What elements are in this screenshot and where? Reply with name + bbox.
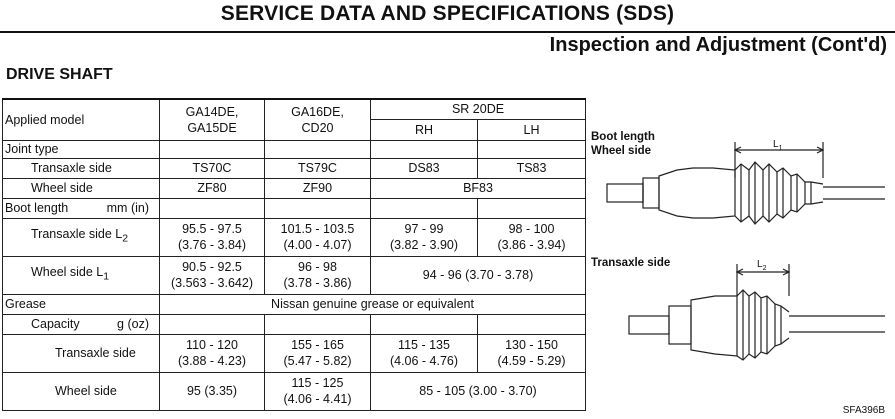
cell-empty	[478, 198, 586, 218]
capacity-transaxle-label: Transaxle side	[3, 334, 160, 372]
table-row	[3, 99, 586, 119]
table-row	[3, 198, 586, 218]
capacity-transaxle-value: 155 - 165 (5.47 - 5.82)	[265, 334, 371, 372]
wheel-side-boot-drawing	[607, 142, 885, 224]
table-row	[3, 158, 586, 178]
table-row	[3, 334, 586, 372]
figure-l1-label: $L_1$	[773, 139, 783, 152]
joint-transaxle-value: TS79C	[265, 158, 371, 178]
figure-transaxle-side-label: Transaxle side	[591, 257, 671, 269]
model-sr20de-rh: RH	[371, 119, 478, 140]
boot-length-figure	[585, 98, 893, 419]
transaxle-side-boot-drawing	[629, 264, 885, 360]
grease-value: Nissan genuine grease or equivalent	[160, 294, 586, 314]
cell-empty	[371, 314, 478, 334]
table-row	[3, 178, 586, 198]
joint-wheel-value: ZF90	[265, 178, 371, 198]
table-row	[3, 140, 586, 158]
joint-transaxle-value: TS83	[478, 158, 586, 178]
model-sr20de: SR 20DE	[371, 99, 586, 119]
boot-transaxle-value: 97 - 99 (3.82 - 3.90)	[371, 218, 478, 256]
cell-empty	[478, 140, 586, 158]
applied-model-label: Applied model	[3, 99, 160, 140]
cell-empty	[160, 140, 265, 158]
table-row	[3, 314, 586, 334]
joint-wheel-value: BF83	[371, 178, 586, 198]
page-title: SERVICE DATA AND SPECIFICATIONS (SDS)	[220, 2, 675, 25]
cell-empty	[265, 198, 371, 218]
cell-empty	[265, 314, 371, 334]
boot-wheel-label: Wheel side $L_1$	[3, 256, 160, 294]
title-rule	[0, 31, 895, 33]
page-subtitle: Inspection and Adjustment (Cont'd)	[549, 34, 887, 56]
table-row	[3, 294, 586, 314]
joint-transaxle-label: Transaxle side	[3, 158, 160, 178]
table-row	[3, 372, 586, 410]
cell-empty	[160, 198, 265, 218]
cell-empty	[371, 198, 478, 218]
model-ga14de: GA14DE, GA15DE	[160, 99, 265, 140]
model-sr20de-lh: LH	[478, 119, 586, 140]
figure-code: SFA396B	[842, 405, 885, 416]
boot-transaxle-value: 95.5 - 97.5 (3.76 - 3.84)	[160, 218, 265, 256]
figure-l2-label: $L_2$	[757, 259, 767, 272]
cell-empty	[478, 314, 586, 334]
boot-transaxle-value: 101.5 - 103.5 (4.00 - 4.07)	[265, 218, 371, 256]
boot-wheel-value: 96 - 98 (3.78 - 3.86)	[265, 256, 371, 294]
model-ga16de: GA16DE, CD20	[265, 99, 371, 140]
joint-transaxle-value: DS83	[371, 158, 478, 178]
capacity-label: Capacity g (oz)	[3, 314, 160, 334]
capacity-transaxle-value: 110 - 120 (3.88 - 4.23)	[160, 334, 265, 372]
joint-transaxle-value: TS70C	[160, 158, 265, 178]
capacity-transaxle-value: 130 - 150 (4.59 - 5.29)	[478, 334, 586, 372]
cell-empty	[160, 314, 265, 334]
table-row	[3, 218, 586, 256]
joint-wheel-label: Wheel side	[3, 178, 160, 198]
cell-empty	[371, 140, 478, 158]
boot-wheel-value: 94 - 96 (3.70 - 3.78)	[371, 256, 586, 294]
cell-empty	[265, 140, 371, 158]
boot-transaxle-label: Transaxle side $L_2$	[3, 218, 160, 256]
boot-length-label: Boot length mm (in)	[3, 198, 160, 218]
drive-shaft-boot-drawing	[585, 98, 893, 419]
boot-transaxle-value: 98 - 100 (3.86 - 3.94)	[478, 218, 586, 256]
joint-wheel-value: ZF80	[160, 178, 265, 198]
capacity-wheel-value: 115 - 125 (4.06 - 4.41)	[265, 372, 371, 410]
capacity-transaxle-value: 115 - 135 (4.06 - 4.76)	[371, 334, 478, 372]
capacity-wheel-value: 95 (3.35)	[160, 372, 265, 410]
drive-shaft-spec-table	[2, 98, 586, 411]
boot-wheel-value: 90.5 - 92.5 (3.563 - 3.642)	[160, 256, 265, 294]
figure-boot-length-label: Boot length	[591, 131, 655, 143]
grease-label: Grease	[3, 294, 160, 314]
figure-wheel-side-label: Wheel side	[591, 145, 652, 157]
joint-type-label: Joint type	[3, 140, 160, 158]
section-heading: DRIVE SHAFT	[6, 66, 113, 83]
capacity-wheel-value: 85 - 105 (3.00 - 3.70)	[371, 372, 586, 410]
capacity-wheel-label: Wheel side	[3, 372, 160, 410]
table-row	[3, 256, 586, 294]
